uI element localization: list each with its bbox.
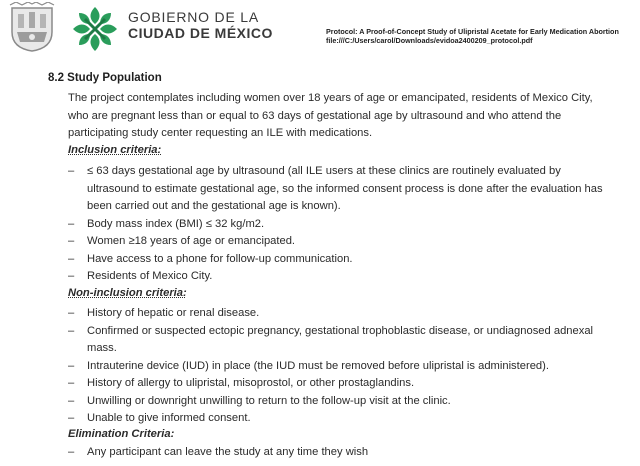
dash-bullet: – (68, 324, 75, 337)
elimination-heading: Elimination Criteria: (68, 428, 175, 440)
dash-bullet: – (68, 394, 75, 407)
item-line: History of allergy to ulipristal, misoprostol, or other prostaglandins. (87, 377, 415, 389)
intro-line: The project contemplates including women over 18 years of age or emancipated, residents of Mexico City, (68, 92, 593, 104)
non-inclusion-list (68, 305, 628, 428)
gov-name-line2: CIUDAD DE MÉXICO (128, 25, 273, 41)
protocol-title: Protocol: A Proof-of-Concept Study of Ulipristal Acetate for Early Medication Abortion (326, 27, 619, 36)
dash-bullet: – (68, 446, 75, 458)
dash-bullet: – (68, 235, 75, 247)
list-item (68, 393, 628, 411)
item-line: History of hepatic or renal disease. (87, 307, 260, 319)
item-line: ≤ 63 days gestational age by ultrasound (all ILE users at these clinics are routinely evaluated by (87, 165, 561, 177)
section-intro (68, 90, 628, 143)
list-item (68, 268, 628, 286)
list-item (68, 163, 628, 216)
government-name (128, 9, 273, 41)
list-item (68, 375, 628, 393)
list-item (68, 251, 628, 269)
item-line: Have access to a phone for follow-up communication. (87, 252, 353, 265)
dash-bullet: – (68, 412, 75, 424)
elimination-list (68, 444, 628, 462)
city-seal-logo (8, 2, 56, 52)
inclusion-list (68, 163, 628, 286)
protocol-file-path: file:///C:/Users/carol/Downloads/evidoa2400209_protocol.pdf (326, 36, 533, 45)
list-item (68, 216, 628, 234)
gov-name-line1: GOBIERNO DE LA (128, 9, 260, 25)
list-item (68, 323, 628, 358)
item-line: Unwilling or downright unwilling to return to the follow-up visit at the clinic. (87, 394, 451, 407)
item-line: Confirmed or suspected ectopic pregnancy, gestational trophoblastic disease, or undiagnosed adnexal (87, 324, 594, 337)
intro-line: participating study center requesting an ILE with medications. (68, 127, 373, 139)
document-header (0, 0, 640, 62)
item-line: Any participant can leave the study at any time they wish (87, 446, 369, 458)
dash-bullet: – (68, 165, 75, 177)
dash-bullet: – (68, 217, 75, 230)
item-line: Body mass index (BMI) ≤ 32 kg/m2. (87, 217, 265, 230)
list-item (68, 444, 628, 462)
item-line: Women ≥18 years of age or emancipated. (87, 235, 296, 247)
dash-bullet: – (68, 377, 75, 389)
dash-bullet: – (68, 359, 75, 372)
dash-bullet: – (68, 270, 75, 282)
inclusion-heading: Inclusion criteria: (68, 144, 162, 156)
item-line: mass. (87, 342, 117, 354)
item-line: Intrauterine device (IUD) in place (the IUD must be removed before ulipristal is administered). (87, 359, 549, 372)
item-line: Residents of Mexico City. (87, 270, 213, 282)
item-line: been carried out and the gestational age is known). (87, 200, 341, 212)
list-item (68, 410, 628, 428)
list-item (68, 305, 628, 323)
list-item (68, 358, 628, 376)
non-inclusion-heading: Non-inclusion criteria: (68, 287, 187, 299)
list-item (68, 233, 628, 251)
item-line: ultrasound to estimate gestational age, so the informed consent process is done after the evaluation has (87, 182, 603, 195)
cdmx-flower-logo (70, 4, 120, 54)
item-line: Unable to give informed consent. (87, 412, 251, 424)
protocol-reference (326, 27, 619, 45)
dash-bullet: – (68, 252, 75, 265)
dash-bullet: – (68, 307, 75, 319)
section-title: 8.2 Study Population (48, 72, 162, 84)
intro-line: who are pregnant less than or equal to 63 days of gestational age by ultrasound and who attend the (68, 109, 562, 122)
